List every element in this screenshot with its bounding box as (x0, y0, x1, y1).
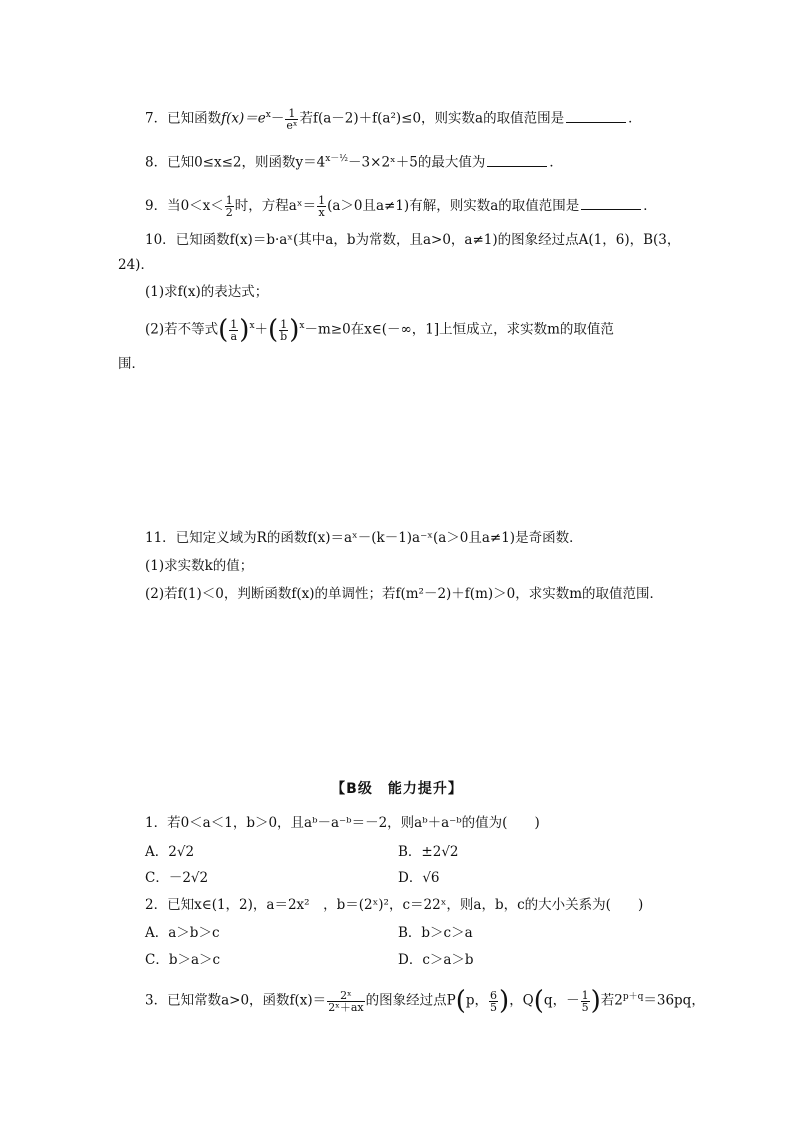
b2-option-d[interactable]: D．c＞a＞b (398, 952, 474, 968)
right-paren: ) (289, 315, 300, 345)
left-paren: ( (268, 315, 279, 345)
b2-option-b[interactable]: B．b＞c＞a (398, 925, 473, 941)
b2-option-a[interactable]: A．a＞b＞c (145, 925, 220, 941)
question-10: 10．已知函数f(x)＝b·aˣ(其中a，b为常数，且a>0，a≠1)的图象经过点A(1，6)，B(3， (145, 232, 681, 248)
answer-blank[interactable] (581, 197, 641, 210)
fraction: $\frac{1}{\text{eˣ}}$ (286, 106, 298, 132)
fraction: $\frac{1}{x}$ (318, 194, 326, 219)
b1-option-a[interactable]: A．2√2 (145, 844, 195, 860)
fraction: $\frac{1}{b}$ (280, 317, 288, 343)
left-paren: ( (455, 986, 466, 1016)
b2-option-c[interactable]: C．b＞a＞c (145, 952, 221, 968)
section-heading: 【B级 能力提升】 (331, 781, 463, 797)
fraction: $\frac{\text{2ˣ}}{\text{2ˣ＋ax}}$ (328, 988, 364, 1014)
fraction: $\frac{1}{5}$ (581, 988, 589, 1014)
b-question-2: 2．已知x∈(1，2)，a＝2x² ，b＝(2ˣ)²，c＝22ˣ，则a，b，c的大小关系为( ) (145, 897, 644, 913)
fraction: $\frac{1}{a}$ (230, 317, 238, 343)
b1-option-d[interactable]: D．√6 (398, 870, 440, 886)
question-11-part-2: (2)若f(1)＜0，判断函数f(x)的单调性；若f(m²－2)＋f(m)＞0，求实数m的取值范围． (145, 586, 664, 602)
b1-option-b[interactable]: B．±2√2 (398, 844, 459, 860)
right-paren: ) (239, 315, 250, 345)
answer-blank[interactable] (566, 110, 626, 123)
right-paren: ) (590, 986, 601, 1016)
question-11-part-1: (1)求实数k的值； (145, 558, 254, 574)
left-paren: ( (218, 315, 229, 345)
left-paren: ( (533, 986, 544, 1016)
question-11: 11．已知定义域为R的函数f(x)＝aˣ－(k－1)a⁻ˣ(a＞0且a≠1)是奇函数． (145, 530, 583, 546)
question-10-part-1: (1)求f(x)的表达式； (145, 284, 269, 300)
question-10-continued: 24)． (118, 257, 154, 273)
question-10-part-2-continued: 围． (118, 356, 145, 372)
right-paren: ) (499, 986, 510, 1016)
question-9: 9．当0＜x＜ $\frac{1}{2}$ 时，方程aˣ＝ $\frac{1}{x}$ (a＞0且a≠1)有解，则实数a的取值范围是 ． (145, 194, 657, 219)
fraction: $\frac{1}{2}$ (225, 194, 233, 219)
b-question-3: 3．已知常数a>0，函数f(x)＝ $\frac{\text{2ˣ}}{\text{2ˣ＋ax}}$ 的图象经过点P(p， $\frac{6}{5}$ )，Q(q，－ $\frac{1}{5}$ )若$2^{p+q}=36pq$， (145, 986, 705, 1016)
answer-blank[interactable] (487, 154, 547, 167)
question-7: 7．已知函数$f(x)=e^x-$ $\frac{1}{\text{eˣ}}$ 若f(a－2)＋f(a²)≤0，则实数a的取值范围是 ． (145, 106, 642, 132)
question-10-part-2: (2)若不等式( $\frac{1}{a}$ )$^x$＋( $\frac{1}{b}$ )$^x$－m≥0在x∈(－∞，1]上恒成立，求实数m的取值范 (145, 315, 614, 345)
b1-option-c[interactable]: C．－2√2 (145, 870, 209, 886)
question-8: 8．已知0≤x≤2，则函数$y=4^{x-\frac{1}{2}}-3\times 2ˣ+5$的最大值为 ． (145, 154, 563, 171)
b-question-1: 1．若0＜a＜1，b＞0，且aᵇ－a⁻ᵇ＝－2，则aᵇ＋a⁻ᵇ的值为( ) (145, 815, 540, 831)
fraction: $\frac{6}{5}$ (490, 988, 498, 1014)
